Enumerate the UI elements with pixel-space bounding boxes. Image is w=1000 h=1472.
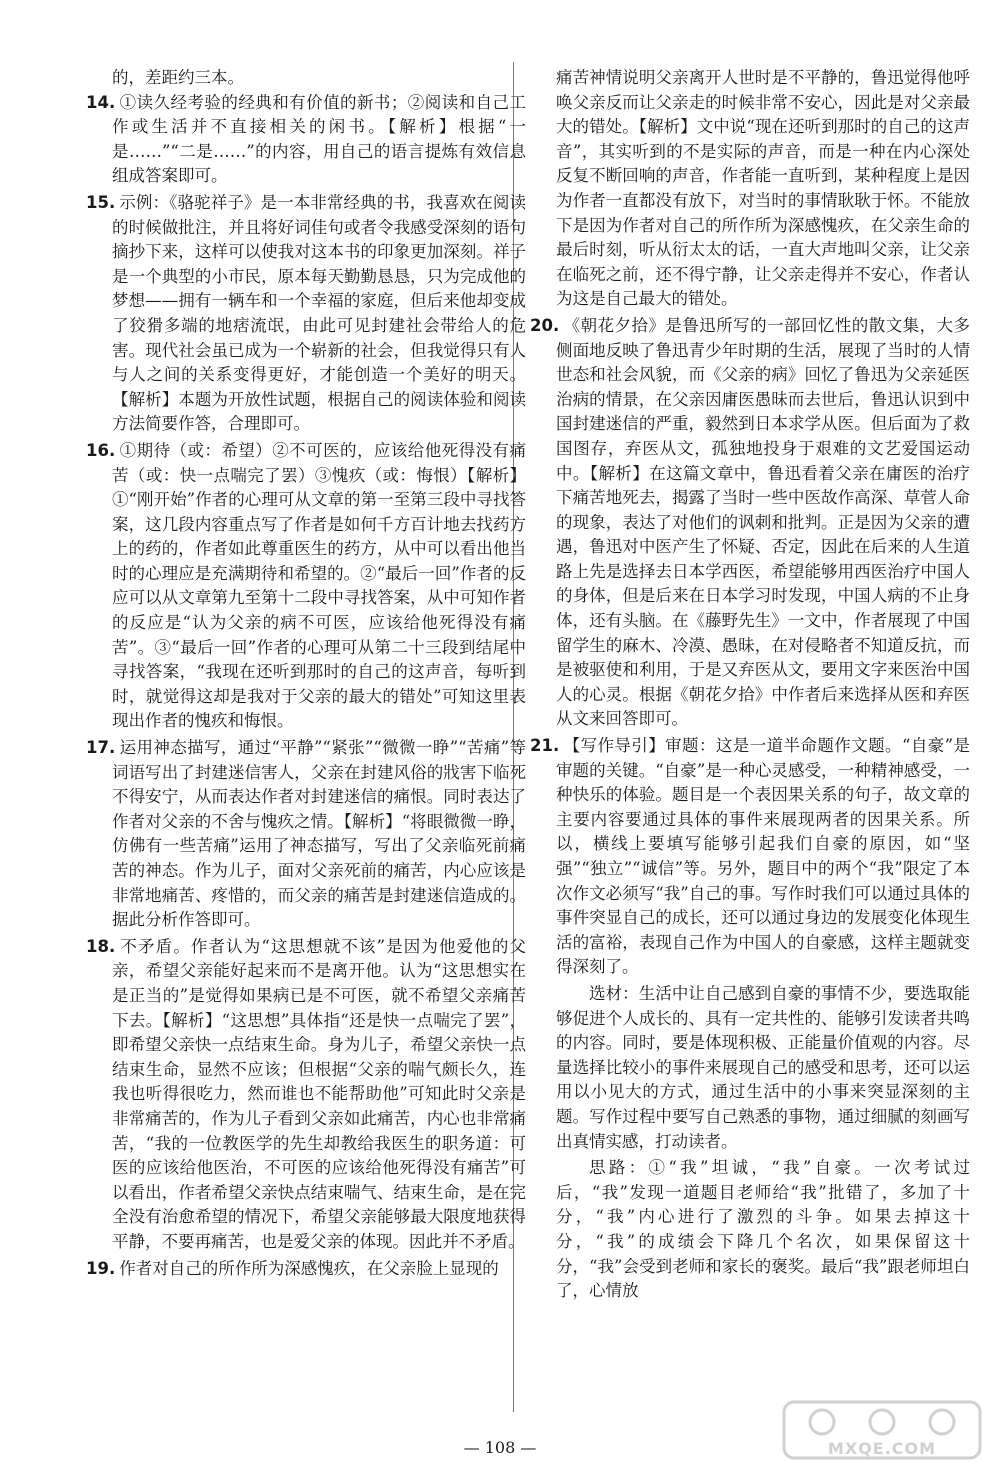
writing-approach-paragraph: 思路：①“我”坦诚，“我”自豪。一次考试过后，“我”发现一道题目老师给“我”批错了，多加了十分，“我”内心进行了激烈的斗争。如果去掉这十分，“我”的成绩会下降几个名次，如果保留这十分，“我”会受到老师和家长的褒奖。最后“我”跟老师坦白了，心情放: [556, 1158, 970, 1301]
answer-15: [86, 191, 526, 437]
answer-number: 17.: [86, 738, 116, 758]
answer-text: 作者对自己的所作所为深感愧疚，在父亲脸上显现的: [119, 1258, 499, 1278]
answer-text: 《朝花夕拾》是鲁迅所写的一部回忆性的散文集，大多侧面地反映了鲁迅青少年时期的生活，展现了当时的人情世态和社会风貌，而《父亲的病》回忆了鲁迅为父亲延医治病的情景，在父亲因庸医愚昧而去世后，鲁迅认识到中国封建迷信的严重，毅然到日本求学从医。但后面为了救国图存，弃医从文，孤独地投身于艰难的文艺爱国运动中。【解析】在这篇文章中，鲁迅看着父亲在庸医的治疗下痛苦地死去，揭露了当时一些中医故作高深、草菅人命的现象，表达了对他们的讽刺和批判。正是因为父亲的遭遇，鲁迅对中医产生了怀疑、否定，因此在后来的人生道路上先是选择去日本学西医，希望能够用西医治疗中国人的身体，但是后来在日本学习时发现，中国人病的不止身体，还有头脑。在《藤野先生》一文中，作者展现了中国留学生的麻木、冷漠、愚昧，在对侵略者不知道反抗，而是被驱使和利用，于是又弃医从文，要用文字来医治中国人的心灵。根据《朝花夕拾》中作者后来选择从医和弃医从文来回答即可。: [556, 315, 970, 729]
answer-18: [86, 935, 526, 1255]
svg-text:MXQE.COM: MXQE.COM: [827, 1439, 937, 1458]
watermark-logo: [782, 1400, 982, 1466]
answer-number: 14.: [86, 92, 116, 112]
q13-continuation: 的，差距约三本。: [112, 68, 244, 87]
answer-17: [86, 736, 526, 933]
writing-material-paragraph: 选材：生活中让自己感到自豪的事情不少，要选取能够促进个人成长的、具有一定共性的、能够引发读者共鸣的内容。同时，要是体现积极、正能量价值观的内容。尽量选择比较小的事件来展现自己的感受和思考，还可以运用以小见大的方式，通过生活中的小事来突显深刻的主题。写作过程中要写自己熟悉的事物，通过细腻的刻画写出真情实感，打动读者。: [556, 983, 970, 1151]
answer-text: ①期待（或：希望）②不可医的，应该给他死得没有痛苦（或：快一点喘完了罢）③愧疚（或：悔恨）【解析】①“刚开始”作者的心理可从文章的第一至第三段中寻找答案，这几段内容重点写了作者是如何千方百计地去找药方上的药的，作者如此尊重医生的药方，从中可以看出他当时的心理应是充满期待和希望的。②“最后一回”作者的反应可以从文章第九至第十二段中寻找答案，从中可知作者的反应是“认为父亲的病不可医，应该给他死得没有痛苦”。③“最后一回”作者的心理可从第二十三段到结尾中寻找答案，“我现在还听到那时的自己的这声音，每听到时，就觉得这却是我对于父亲的最大的错处”可知这里表现出作者的愧疚和悔恨。: [112, 440, 526, 731]
answer-14: [86, 91, 526, 189]
answer-number: 19.: [86, 1258, 116, 1278]
answer-16: [86, 439, 526, 734]
answer-number: 15.: [86, 192, 116, 212]
answer-text: 不矛盾。作者认为“这思想就不该”是因为他爱他的父亲，希望父亲能好起来而不是离开他。认为“这思想实在是正当的”是觉得如果病已是不可医，就不希望父亲痛苦下去。【解析】“这思想”具体指“还是快一点喘完了罢”，即希望父亲快一点结束生命。身为儿子，希望父亲快一点结束生命，显然不应该；但根据“父亲的喘气颇长久，连我也听得很吃力，然而谁也不能帮助他”可知此时父亲是非常痛苦的，作为儿子看到父亲如此痛苦，内心也非常痛苦，“我的一位教医学的先生却教给我医生的职务道：可医的应该给他医治，不可医的应该给他死得没有痛苦”可以看出，作者希望父亲快点结束喘气、结束生命，是在完全没有治愈希望的情况下，希望父亲能够最大限度地获得平静，不要再痛苦，也是爱父亲的体现。因此并不矛盾。: [112, 936, 526, 1251]
page-number: — 108 —: [463, 1438, 537, 1457]
answer-20: [530, 314, 970, 732]
answer-21: [530, 734, 970, 980]
answer-number: 21.: [530, 736, 560, 756]
answer-19: [86, 1257, 526, 1282]
watermark-icon: [782, 1400, 982, 1460]
answer-number: 16.: [86, 440, 116, 460]
answer-number: 20.: [530, 315, 560, 335]
right-column: [530, 66, 970, 1306]
answer-text: 示例：《骆驼祥子》是一本非常经典的书，我喜欢在阅读的时候做批注，并且将好词佳句或者令我感受深刻的语句摘抄下来，这样可以使我对这本书的印象更加深刻。祥子是一个典型的小市民，原本每天勤勤恳恳，只为完成他的梦想——拥有一辆车和一个幸福的家庭，但后来他却变成了狡猾多端的地痞流氓，由此可见封建社会带给人的危害。现代社会虽已成为一个崭新的社会，但我觉得只有人与人之间的关系变得更好，才能创造一个美好的明天。【解析】本题为开放性试题，根据自己的阅读体验和阅读方法简要作答，合理即可。: [112, 192, 526, 434]
q19-continuation: 痛苦神情说明父亲离开人世时是不平静的，鲁迅觉得他呼唤父亲反而让父亲走的时候非常不安心，因此是对父亲最大的错处。【解析】文中说“现在还听到那时的自己的这声音”，其实听到的不是实际的声音，而是一种在内心深处反复不断回响的声音，作者能一直听到，某种程度上是因为作者一直都没有放下，对当时的事情耿耿于怀。不能放下是因为作者对自己的所作所为深感愧疚，在父亲生命的最后时刻，听从衍太太的话，一直大声地叫父亲，让父亲在临死之前，还不得宁静，让父亲走得并不安心，作者认为这是自己最大的错处。: [556, 68, 970, 309]
left-column: [86, 66, 526, 1283]
answer-text: 运用神态描写，通过“平静”“紧张”“微微一睁”“苦痛”等词语写出了封建迷信害人，父亲在封建风俗的戕害下临死不得安宁，从而表达作者对封建迷信的痛恨。同时表达了作者对父亲的不舍与愧疚之情。【解析】“将眼微微一睁，仿佛有一些苦痛”运用了神态描写，写出了父亲临死前痛苦的神态。作为儿子，面对父亲死前的痛苦，内心应该是非常地痛苦、疼惜的，而父亲的痛苦是封建迷信造成的。据此分析作答即可。: [112, 738, 526, 930]
answer-text: 【写作导引】审题：这是一道半命题作文题。“自豪”是审题的关键。“自豪”是一种心灵感受，一种精神感受，一种快乐的体验。题目是一个表因果关系的句子，故文章的主要内容要通过具体的事件来展现两者的因果关系。所以，横线上要填写能够引起我们自豪的原因，如“坚强”“独立”“诚信”等。另外，题目中的两个“我”限定了本次作文必须写“我”自己的事。写作时我们可以通过具体的事件突显自己的成长，还可以通过身边的发展变化体现生活的富裕，表现自己作为中国人的自豪感，这样主题就变得深刻了。: [556, 736, 970, 977]
answer-text: ①读久经考验的经典和有价值的新书；②阅读和自己工作或生活并不直接相关的闲书。【解析】根据“一是……”“二是……”的内容，用自己的语言提炼有效信息组成答案即可。: [112, 92, 526, 186]
answer-number: 18.: [86, 936, 116, 956]
